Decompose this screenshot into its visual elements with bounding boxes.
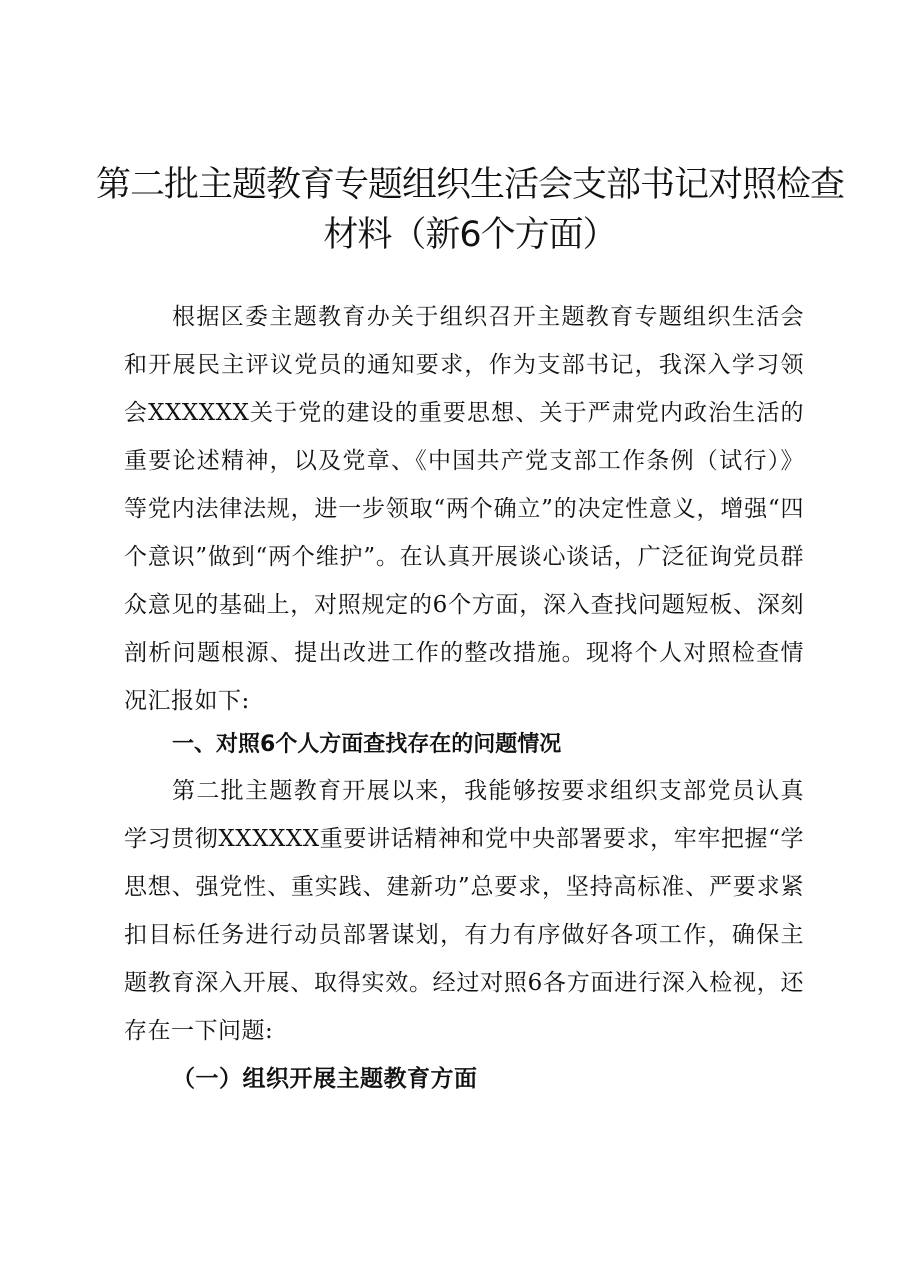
document-title: 第二批主题教育专题组织生活会支部书记对照检查材料（新6个方面） <box>95 165 844 255</box>
section-1-paragraph: 第二批主题教育开展以来，我能够按要求组织支部党员认真学习贯彻XXXXXX重要讲话精神和党中央部署要求，牢牢把握“学思想、强党性、重实践、建新功”总要求，坚持高标准、严要求紧扣目标任务进行动员部署谋划，有力有序做好各项工作，确保主题教育深入开展、取得实效。经过对照6各方面进行深入检视，还存在一下问题: <box>124 778 804 1044</box>
intro-paragraph: 根据区委主题教育办关于组织召开主题教育专题组织生活会和开展民主评议党员的通知要求，作为支部书记，我深入学习领会XXXXXX关于党的建设的重要思想、关于严肃党内政治生活的重要论述精神，以及党章、《中国共产党支部工作条例（试行）》等党内法律法规，进一步领取“两个确立”的决定性意义，增强“四个意识”做到“两个维护”。在认真开展谈心谈话，广泛征询党员群众意见的基础上，对照规定的6个方面，深入查找问题短板、深刻剖析问题根源、提出改进工作的整改措施。现将个人对照检查情况汇报如下: <box>124 304 804 714</box>
subsection-heading-1: （一）组织开展主题教育方面 <box>172 1065 478 1092</box>
section-heading-1: 一、对照6个人方面查找存在的问题情况 <box>172 732 562 757</box>
